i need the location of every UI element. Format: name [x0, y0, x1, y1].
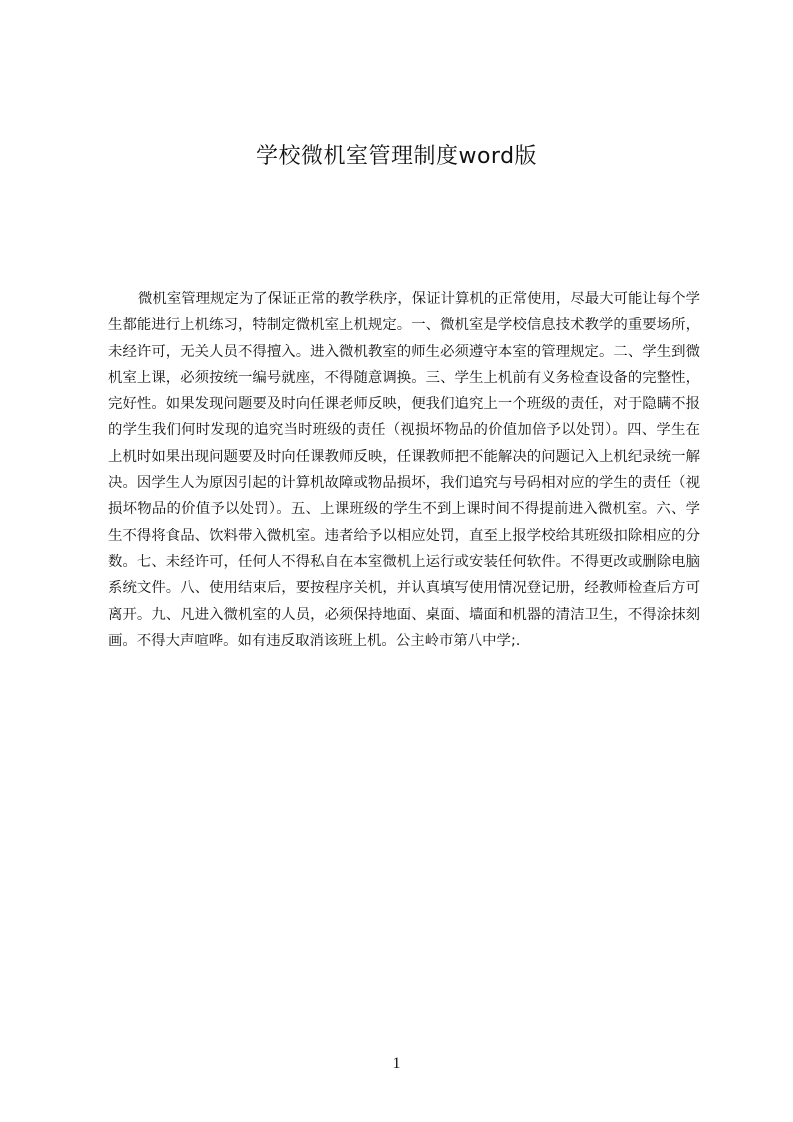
page-number: 1: [392, 1055, 401, 1072]
document-title: 学校微机室管理制度word版: [255, 144, 538, 169]
document-body: 微机室管理规定为了保证正常的教学秩序，保证计算机的正常使用，尽最大可能让每个学生都能进行上机练习，特制定微机室上机规定。一、微机室是学校信息技术教学的重要场所，未经许可，无关人员不得擅入。进入微机教室的师生必须遵守本室的管理规定。二、学生到微机室上课，必须按统一编号就座，不得随意调换。三、学生上机前有义务检查设备的完整性，完好性。如果发现问题要及时向任课老师反映，便我们追究上一个班级的责任，对于隐瞒不报的学生我们何时发现的追究当时班级的责任（视损坏物品的价值加倍予以处罚）。四、学生在上机时如果出现问题要及时向任课教师反映，任课教师把不能解决的问题记入上机纪录统一解决。因学生人为原因引起的计算机故障或物品损坏，我们追究与号码相对应的学生的责任（视损坏物品的价值予以处罚）。五、上课班级的学生不到上课时间不得提前进入微机室。六、学生不得将食品、饮料带入微机室。违者给予以相应处罚，直至上报学校给其班级扣除相应的分数。七、未经许可，任何人不得私自在本室微机上运行或安装任何软件。不得更改或删除电脑系统文件。八、使用结束后，要按程序关机，并认真填写使用情况登记册，经教师检查后方可离开。九、凡进入微机室的人员，必须保持地面、桌面、墙面和机器的清洁卫生，不得涂抹刻画。不得大声喧哗。如有违反取消该班上机。公主岭市第八中学;.: [108, 291, 700, 649]
